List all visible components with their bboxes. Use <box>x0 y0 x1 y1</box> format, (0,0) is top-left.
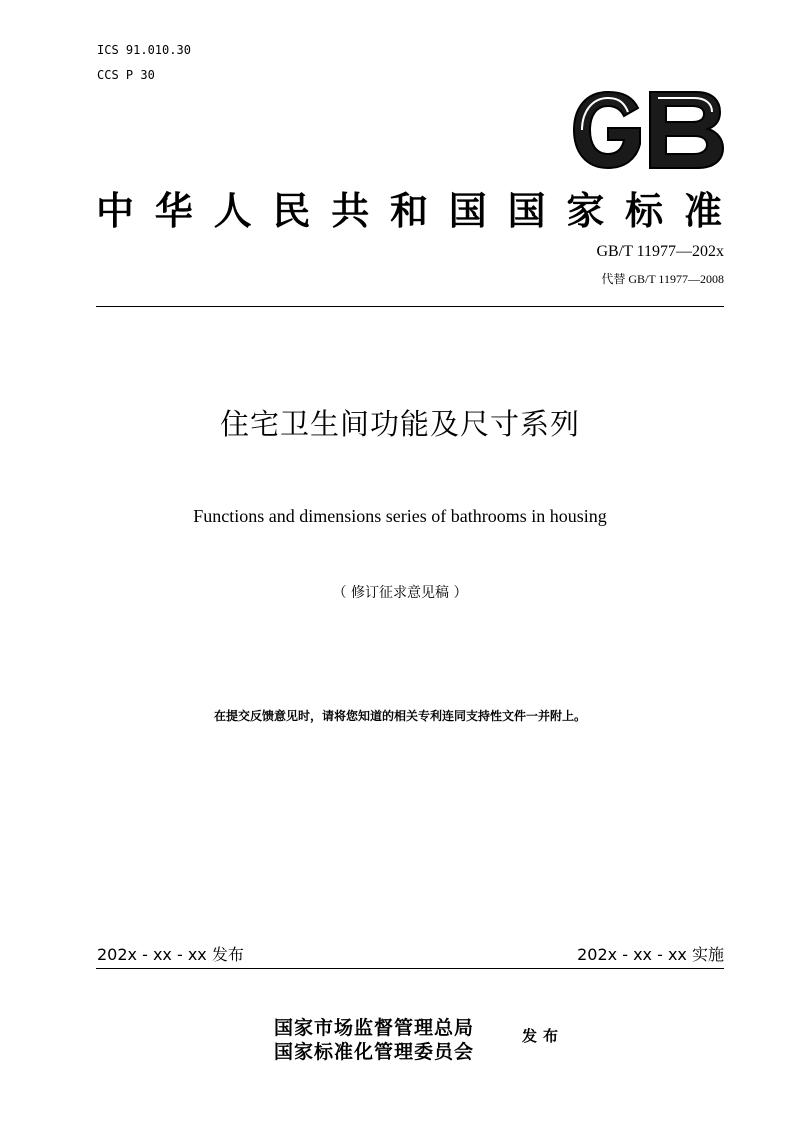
top-divider <box>96 306 724 307</box>
ccs-code: CCS P 30 <box>97 68 155 82</box>
standard-number: GB/T 11977—202x <box>596 243 724 260</box>
bottom-divider <box>96 968 724 969</box>
draft-status: （ 修订征求意见稿 ） <box>332 585 468 601</box>
gb-logo <box>568 88 726 172</box>
issuer-samr: 国家市场监督管理总局 <box>274 1017 475 1039</box>
document-title-en: Functions and dimensions series of bathrooms in housing <box>193 506 607 526</box>
publish-label: 发布 <box>522 1027 565 1045</box>
ics-code: ICS 91.010.30 <box>97 43 191 57</box>
issuing-authorities <box>274 1013 574 1063</box>
patent-notice: 在提交反馈意见时，请将您知道的相关专利连同支持性文件一并附上。 <box>213 709 586 723</box>
national-standard-heading: 中华人民共和国国家标准 <box>96 188 724 233</box>
implementation-date: 202x - xx - xx 实施 <box>577 945 724 964</box>
issuer-sac: 国家标准化管理委员会 <box>274 1041 475 1063</box>
document-title-cn: 住宅卫生间功能及尺寸系列 <box>219 407 580 441</box>
replaces-standard: 代替 GB/T 11977—2008 <box>601 272 724 286</box>
issue-date: 202x - xx - xx 发布 <box>97 945 244 964</box>
